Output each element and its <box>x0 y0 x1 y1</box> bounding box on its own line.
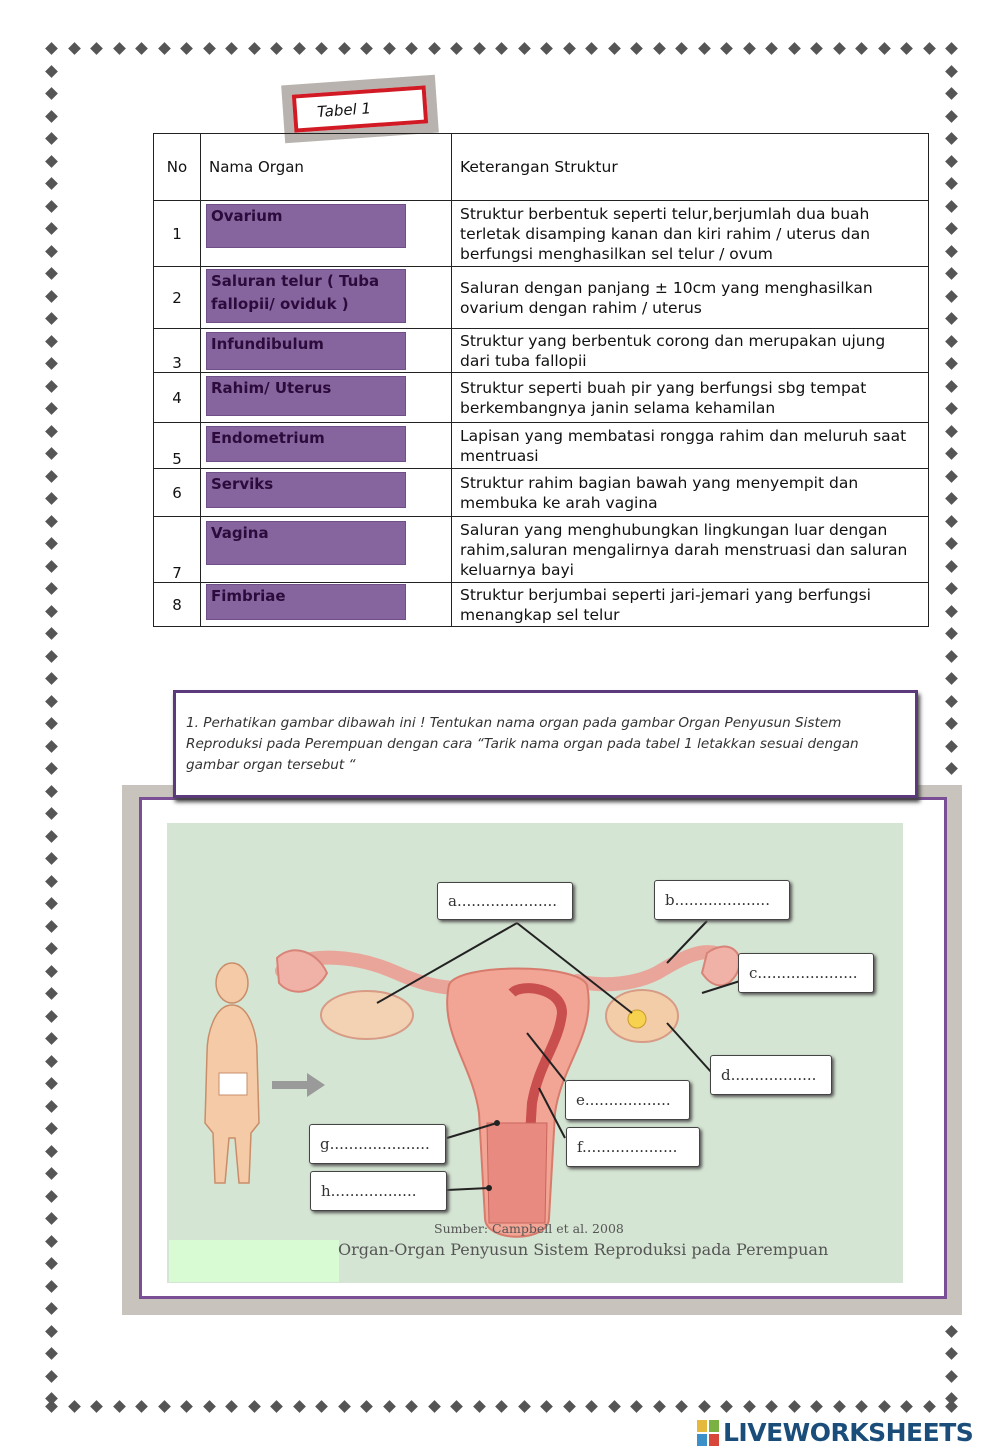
drop-label-f[interactable]: f.................... <box>566 1127 700 1167</box>
table-row <box>154 201 929 267</box>
table-title-label: Tabel 1 <box>292 85 428 132</box>
table-row <box>154 469 929 517</box>
row-no: 4 <box>154 373 201 423</box>
drop-label-e[interactable]: e.................. <box>565 1080 690 1120</box>
draggable-organ-serviks[interactable]: Serviks <box>206 472 406 508</box>
drop-label-h[interactable]: h.................. <box>310 1171 447 1211</box>
drop-label-a[interactable]: a..................... <box>437 882 573 920</box>
row-desc: Struktur berbentuk seperti telur,berjumlah dua buah terletak disamping kanan dan kiri rahim / uterus dan berfungsi menghasilkan sel telur / ovum <box>452 201 929 267</box>
question-instruction: 1. Perhatikan gambar dibawah ini ! Tentukan nama organ pada gambar Organ Penyusun Sistem Reproduksi pada Perempuan dengan cara “Tarik nama organ pada tabel 1 letakkan sesuai dengan gambar organ tersebut “ <box>173 690 918 798</box>
drop-label-d[interactable]: d.................. <box>710 1055 832 1095</box>
table-row <box>154 423 929 469</box>
header-desc: Keterangan Struktur <box>452 134 929 201</box>
header-name: Nama Organ <box>201 134 452 201</box>
row-no: 5 <box>154 423 201 469</box>
liveworksheets-logo <box>697 1418 973 1447</box>
draggable-organ-vagina[interactable]: Vagina <box>206 521 406 565</box>
draggable-organ-tuba-fallopii[interactable]: Saluran telur ( Tuba fallopii/ oviduk ) <box>206 269 406 323</box>
row-no: 2 <box>154 267 201 329</box>
table-row <box>154 583 929 627</box>
diagram-caption: Organ-Organ Penyusun Sistem Reproduksi pada Perempuan <box>338 1240 829 1259</box>
draggable-organ-ovarium[interactable]: Ovarium <box>206 204 406 248</box>
table-row <box>154 329 929 373</box>
draggable-organ-infundibulum[interactable]: Infundibulum <box>206 332 406 370</box>
row-desc: Saluran dengan panjang ± 10cm yang menghasilkan ovarium dengan rahim / uterus <box>452 267 929 329</box>
table-row <box>154 373 929 423</box>
table-row <box>154 267 929 329</box>
row-desc: Struktur rahim bagian bawah yang menyempit dan membuka ke arah vagina <box>452 469 929 517</box>
row-no: 1 <box>154 201 201 267</box>
row-desc: Struktur yang berbentuk corong dan merupakan ujung dari tuba fallopii <box>452 329 929 373</box>
row-desc: Struktur berjumbai seperti jari-jemari yang berfungsi menangkap sel telur <box>452 583 929 627</box>
row-no: 7 <box>154 517 201 583</box>
green-patch <box>169 1240 339 1282</box>
row-desc: Saluran yang menghubungkan lingkungan luar dengan rahim,saluran mengalirnya darah menstruasi dan saluran keluarnya bayi <box>452 517 929 583</box>
table-row <box>154 517 929 583</box>
row-desc: Lapisan yang membatasi rongga rahim dan meluruh saat mentruasi <box>452 423 929 469</box>
row-desc: Struktur seperti buah pir yang berfungsi sbg tempat berkembangnya janin selama kehamilan <box>452 373 929 423</box>
header-no: No <box>154 134 201 201</box>
table-header-row <box>154 134 929 201</box>
drop-label-c[interactable]: c..................... <box>738 953 874 993</box>
drop-label-b[interactable]: b.................... <box>654 880 790 920</box>
draggable-organ-uterus[interactable]: Rahim/ Uterus <box>206 376 406 416</box>
draggable-organ-endometrium[interactable]: Endometrium <box>206 426 406 462</box>
diagram-source: Sumber: Campbell et al. 2008 <box>434 1221 624 1236</box>
organ-table <box>153 133 929 627</box>
brand-icon <box>697 1420 719 1446</box>
row-no: 3 <box>154 329 201 373</box>
drop-label-g[interactable]: g..................... <box>309 1124 446 1164</box>
row-no: 6 <box>154 469 201 517</box>
row-no: 8 <box>154 583 201 627</box>
brand-name: LIVEWORKSHEETS <box>723 1418 974 1447</box>
draggable-organ-fimbriae[interactable]: Fimbriae <box>206 584 406 620</box>
